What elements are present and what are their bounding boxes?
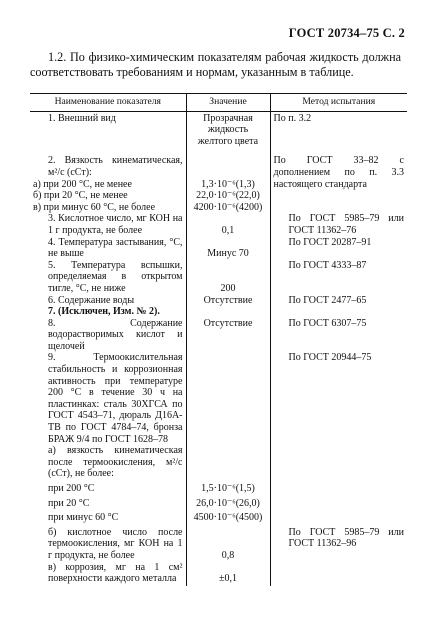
- row-value: [186, 306, 270, 318]
- row-name: 8. Содержание водорастворимых кислот и щелочей: [48, 317, 183, 352]
- row-value: 4500·10⁻⁶(4500): [186, 509, 270, 524]
- table-row: [30, 445, 407, 480]
- row-value: 22,0·10⁻⁶(22,0): [186, 190, 270, 202]
- row-name: в) при минус 60 °С, не более: [33, 201, 156, 213]
- row-name: 1. Внешний вид: [48, 112, 116, 124]
- row-value: [186, 147, 270, 178]
- row-name: 6. Содержание воды: [48, 294, 135, 306]
- row-value: Отсутствие: [186, 318, 270, 353]
- table-row: [30, 260, 407, 295]
- intro-paragraph: 1.2. По физико-химическим показателям рабочая жидкость должна соответствовать требованиям и нормам, указанным в таблице.: [30, 50, 401, 79]
- document-header: ГОСТ 20734–75 С. 2: [288, 26, 405, 40]
- row-method: По ГОСТ 4333–87: [270, 260, 407, 295]
- row-name: 9. Термоокислительная стабильность и коррозионная активность при температуре 200 °С в течение 30 ч на пластинках: сталь 30ХГСА по ГОСТ 4543–71, дюраль Д16А-ТВ по ГОСТ 4784–74, бронза БРАЖ 9/4 по ГОСТ 1628–78: [48, 352, 183, 445]
- table-row: [30, 495, 407, 510]
- table-row: [30, 147, 407, 178]
- header-value: Значение: [186, 94, 270, 112]
- row-value: 200: [186, 260, 270, 295]
- row-value: 4200·10⁻⁶(4200): [186, 202, 270, 214]
- row-name: б) кислотное число после термоокисления, мг КОН на 1 г продукта, не более: [48, 526, 183, 561]
- row-value: 1,5·10⁻⁶(1,5): [186, 480, 270, 495]
- row-name: при 20 °С: [48, 497, 90, 509]
- row-method: [270, 202, 407, 214]
- row-method: [270, 509, 407, 524]
- row-method: [270, 445, 407, 480]
- table-row: [30, 306, 407, 318]
- row-method: По п. 3.2: [270, 111, 407, 147]
- row-method: По ГОСТ 5985–79 или ГОСТ 11362–96: [270, 524, 407, 562]
- row-method: По ГОСТ 20944–75: [270, 352, 407, 445]
- row-name: б) при 20 °С, не менее: [33, 190, 128, 202]
- table-row: [30, 295, 407, 307]
- row-value: 26,0·10⁻⁶(26,0): [186, 495, 270, 510]
- row-method: [270, 480, 407, 495]
- table-row: [30, 111, 407, 147]
- row-value: ±0,1: [186, 562, 270, 586]
- table-row: [30, 352, 407, 445]
- row-method: [270, 562, 407, 586]
- row-value: 0,1: [186, 213, 270, 236]
- table-row: [30, 237, 407, 260]
- row-method: По ГОСТ 5985–79 или ГОСТ 11362–76: [270, 213, 407, 236]
- row-method: По ГОСТ 20287–91: [270, 237, 407, 260]
- row-name: а) при 200 °С, не менее: [33, 178, 132, 190]
- row-method: По ГОСТ 33–82 с дополнением по п. 3.3 настоящего стандарта: [270, 147, 407, 190]
- row-value: 1,3·10⁻⁶(1,3): [186, 179, 270, 191]
- row-name: а) вязкость кинематическая после термоокисления, м²/с (сСт), не более:: [48, 445, 183, 480]
- row-method: По ГОСТ 6307–75: [270, 318, 407, 353]
- row-name: 4. Температура застывания, °С, не выше: [48, 236, 183, 260]
- properties-table: [30, 93, 407, 586]
- table-row: [30, 524, 407, 562]
- row-name: при минус 60 °С: [48, 512, 119, 524]
- table-row: [30, 480, 407, 495]
- row-method: [270, 190, 407, 202]
- row-method: [270, 306, 407, 318]
- row-method: [270, 495, 407, 510]
- row-value: [186, 445, 270, 480]
- table-header-row: [30, 94, 407, 112]
- header-method: Метод испытания: [270, 94, 407, 112]
- table-row: [30, 213, 407, 236]
- row-name: 5. Температура вспышки, определяемая в открытом тигле, °С, не ниже: [48, 259, 183, 294]
- table-row: [30, 562, 407, 586]
- row-value: 0,8: [186, 524, 270, 562]
- row-name: при 200 °С: [48, 483, 95, 494]
- row-name: в) коррозия, мг на 1 см² поверхности каждого металла: [48, 561, 183, 585]
- row-value: Отсутствие: [186, 295, 270, 307]
- row-method: По ГОСТ 2477–65: [270, 295, 407, 307]
- row-name: 7. (Исключен, Изм. № 2).: [48, 306, 160, 318]
- row-value: Минус 70: [186, 237, 270, 260]
- row-name: 3. Кислотное число, мг КОН на 1 г продукта, не более: [48, 213, 183, 236]
- row-name: 2. Вязкость кинематическая, м²/с (сСт):: [48, 155, 183, 178]
- table-row: [30, 202, 407, 214]
- row-value: Прозрачная жидкость желтого цвета: [186, 111, 270, 147]
- table-row: [30, 318, 407, 353]
- table-row: [30, 509, 407, 524]
- header-indicator: Наименование показателя: [30, 94, 186, 112]
- row-value: [186, 352, 270, 445]
- table-row: [30, 190, 407, 202]
